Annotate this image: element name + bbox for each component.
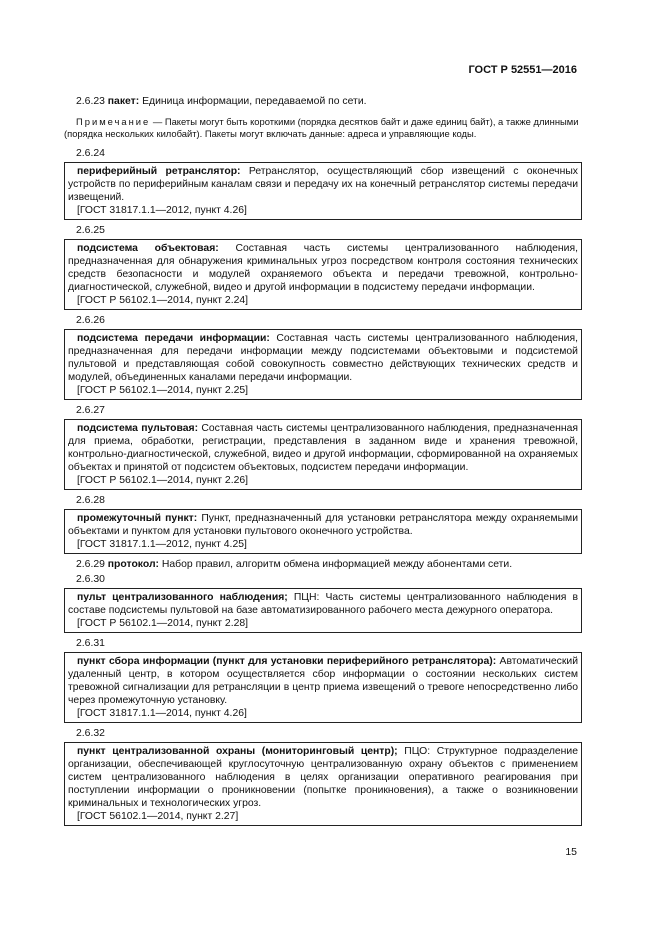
entry-term: периферийный ретранслятор: [77,166,241,177]
document-header: ГОСТ Р 52551—2016 [468,64,577,76]
entry-body [68,242,578,294]
entry-number: 2.6.24 [76,148,105,159]
page-number: 15 [565,846,577,858]
entry-body [68,745,578,810]
entry-definition: ПЦН: Часть системы централизованного наблюдения в составе подсистемы пультовой на базе автоматизированного рабочего места дежурного оператора. [68,592,578,616]
entry-term: пакет: [107,96,140,107]
entry-reference: [ГОСТ Р 56102.1—2014, пункт 2.25] [77,385,249,396]
entry-term: протокол: [107,559,160,570]
entry-reference: [ГОСТ Р 56102.1—2014, пункт 2.28] [77,618,249,629]
page-content [64,95,582,830]
entry-definition: Автоматический удаленный центр, в котором осуществляется сбор информации о состоянии нескольких систем тревожной сигнализации для ретрансляции в центр приема извещений о тревоге непосредственно либо через промежуточную установку. [68,656,578,706]
entry-box-2-6-32 [64,742,582,826]
entry-box-2-6-25 [64,239,582,310]
entry-term: подсистема объектовая: [77,243,219,254]
entry-reference: [ГОСТ Р 56102.1—2014, пункт 2.26] [77,475,249,486]
entry-number: 2.6.26 [76,315,105,326]
entry-definition: ПЦО: Структурное подразделение организации, обеспечивающей круглосуточную централизованную охрану объектов с применением систем централизованного наблюдения в целях организации оперативного реагирования при поступлении информации о проникновении (попытке проникновения), а также о возникновении криминальных и технологических угроз. [68,746,579,809]
entry-reference: [ГОСТ 31817.1.1—2012, пункт 4.26] [77,205,247,216]
entry-number: 2.6.28 [76,495,105,506]
entry-body [68,165,578,204]
entry-number: 2.6.31 [76,638,105,649]
entry-reference: [ГОСТ 56102.1—2014, пункт 2.27] [77,811,239,822]
entry-definition: Составная часть системы централизованного наблюдения, предназначенная для обнаружения криминальных угроз посредством контроля состояния технических средств безопасности и модулей охраняемого объекта и передачи тревожной, контрольно-диагностической, служебной, видео и другой информации в подсистему передачи информации. [68,243,578,293]
entry-body [68,512,578,538]
entry-definition: Набор правил, алгоритм обмена информацией между абонентами сети. [159,559,513,570]
entry-reference: [ГОСТ Р 56102.1—2014, пункт 2.24] [77,295,249,306]
entry-box-2-6-27 [64,419,582,490]
entry-reference: [ГОСТ 31817.1.1—2014, пункт 4.26] [77,708,247,719]
entry-number: 2.6.29 [76,559,105,570]
entry-term: промежуточный пункт: [77,513,198,524]
note [64,116,582,140]
entry-definition: Единица информации, передаваемой по сети. [139,96,367,107]
entry-number: 2.6.27 [76,405,105,416]
entry-box-2-6-24 [64,162,582,220]
entry-definition: Составная часть системы централизованного наблюдения, предназначенная для приема, обработки, регистрации, представления в заданном виде и хранения тревожной, контрольно-диагностической, служебной, видео и другой информации, сформированной на охраняемых объектах и принятой от подсистем объектовых, подсистем передачи информации. [68,423,578,473]
entry-definition: Пункт, предназначенный для установки ретранслятора между охраняемыми объектами и пунктом для установки пультового оконечного устройства. [68,513,578,537]
entry-reference: [ГОСТ 31817.1.1—2012, пункт 4.25] [77,539,247,550]
entry-2-6-23 [64,95,582,108]
entry-box-2-6-28 [64,509,582,554]
entry-definition: Ретранслятор, осуществляющий сбор извещений с оконечных устройств по периферийным каналам связи и передачу их на конечный ретранслятор системы передачи извещений. [68,166,578,203]
entry-number: 2.6.23 [76,96,105,107]
entry-term: пульт централизованного наблюдения; [77,592,288,603]
entry-box-2-6-26 [64,329,582,400]
entry-term: пункт сбора информации (пункт для установки периферийного ретранслятора): [77,656,497,667]
entry-term: подсистема передачи информации: [77,333,270,344]
entry-number: 2.6.32 [76,728,105,739]
entry-term: пункт централизованной охраны (мониторинговый центр); [77,746,398,757]
entry-number: 2.6.30 [76,574,105,585]
entry-term: подсистема пультовая: [77,423,199,434]
entry-definition: Составная часть системы централизованного наблюдения, предназначенная для передачи информации между подсистемами объектовыми и подсистемой пультовой и представляющая собой совокупность совместно действующих технических средств и модулей, объединенных каналами передачи информации. [68,333,578,383]
note-label: Примечание [76,116,151,127]
entry-box-2-6-31 [64,652,582,723]
entry-box-2-6-30 [64,588,582,633]
entry-body [68,422,578,474]
entry-2-6-29 [64,558,582,571]
entry-body [68,591,578,617]
entry-number: 2.6.25 [76,225,105,236]
entry-body [68,332,578,384]
entry-body [68,655,578,707]
note-text: — Пакеты могут быть короткими (порядка десятков байт и даже единиц байт), а также длинными (порядка нескольких килобайт). Пакеты могут включать данные: адреса и управляющие коды. [64,116,579,139]
